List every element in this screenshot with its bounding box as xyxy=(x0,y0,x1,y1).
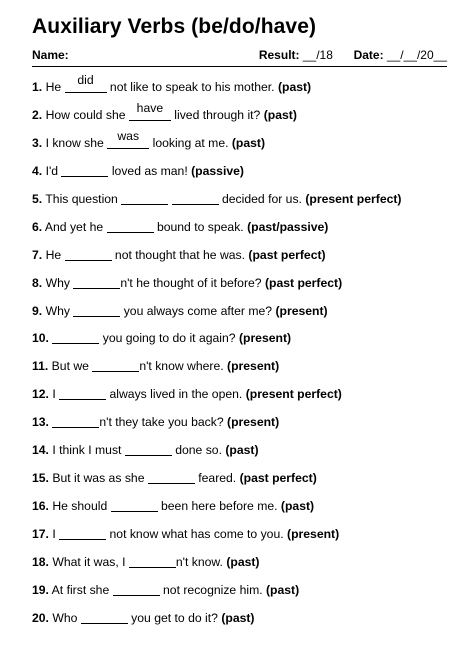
result-label: Result: xyxy=(258,48,300,62)
answer-blank[interactable] xyxy=(65,247,112,261)
question-item xyxy=(32,100,464,133)
question-number: 19. xyxy=(32,582,49,597)
question-text: And yet he xyxy=(44,219,107,234)
question-text: you always come after me? xyxy=(120,303,276,318)
tense-hint: (past) xyxy=(266,582,300,597)
question-number: 2. xyxy=(32,107,43,122)
tense-hint: (past) xyxy=(231,135,266,150)
question-text: always lived in the open. xyxy=(106,387,246,402)
answer-text: have xyxy=(136,100,164,115)
question-text: I xyxy=(52,527,60,541)
answer-text: did xyxy=(77,73,94,87)
question-text: you get to do it? xyxy=(127,610,222,625)
tense-hint: (present) xyxy=(227,415,280,430)
question-number: 18. xyxy=(32,554,49,569)
answer-blank[interactable] xyxy=(111,498,158,512)
question-number: 10. xyxy=(32,331,49,346)
header-divider xyxy=(32,66,447,67)
tense-hint: (past perfect) xyxy=(264,275,343,290)
question-text: He xyxy=(45,80,65,94)
answer-blank[interactable] xyxy=(172,191,219,205)
question-text: Who xyxy=(52,610,81,625)
question-number: 5. xyxy=(32,191,43,206)
tense-hint: (present perfect) xyxy=(245,387,342,402)
answer-blank[interactable] xyxy=(107,128,149,149)
tense-hint: (past) xyxy=(225,443,259,458)
tense-hint: (past) xyxy=(280,499,315,514)
answer-blank[interactable] xyxy=(125,442,172,456)
answer-blank[interactable] xyxy=(129,554,176,568)
question-item xyxy=(32,524,464,552)
question-number: 13. xyxy=(32,415,49,430)
question-text: you going to do it again? xyxy=(99,331,239,346)
question-text: But we xyxy=(51,359,93,374)
name-label: Name: xyxy=(32,48,69,62)
question-item xyxy=(32,161,464,189)
question-text: not know what has come to you. xyxy=(106,527,288,541)
question-text: not like to speak to his mother. xyxy=(106,80,278,94)
answer-blank[interactable] xyxy=(148,470,195,484)
question-number: 17. xyxy=(32,527,49,541)
result-value: __/18 xyxy=(302,48,333,62)
question-text: n't know. xyxy=(175,554,227,569)
question-text: loved as man! xyxy=(108,163,192,178)
question-item xyxy=(32,356,464,384)
question-number: 8. xyxy=(32,275,43,290)
answer-blank[interactable] xyxy=(73,275,120,289)
header-row xyxy=(32,48,447,64)
tense-hint: (passive) xyxy=(191,163,244,178)
question-number: 11. xyxy=(32,359,49,374)
answer-blank[interactable] xyxy=(129,100,171,121)
date-label: Date: xyxy=(353,48,384,62)
question-text: I xyxy=(52,387,60,402)
answer-blank[interactable] xyxy=(65,73,107,93)
question-item xyxy=(32,245,464,273)
tense-hint: (past) xyxy=(263,107,297,122)
question-item xyxy=(32,412,464,440)
question-number: 15. xyxy=(32,471,49,486)
question-item xyxy=(32,273,464,301)
tense-hint: (present perfect) xyxy=(305,191,402,206)
tense-hint: (present) xyxy=(287,527,340,541)
question-text: n't he thought of it before? xyxy=(120,275,265,290)
question-number: 7. xyxy=(32,247,43,262)
answer-blank[interactable] xyxy=(59,386,106,400)
question-text: What it was, I xyxy=(52,554,129,569)
answer-blank[interactable] xyxy=(52,330,99,344)
question-text: done so. xyxy=(171,443,226,458)
question-number: 16. xyxy=(32,499,49,514)
tense-hint: (past) xyxy=(277,80,312,94)
question-number: 3. xyxy=(32,135,43,150)
question-list xyxy=(32,73,464,636)
question-number: 14. xyxy=(32,443,49,458)
tense-hint: (past) xyxy=(226,554,260,569)
question-item xyxy=(32,328,464,356)
question-text: lived through it? xyxy=(170,107,264,122)
question-number: 20. xyxy=(32,610,49,625)
question-text: been here before me. xyxy=(157,499,281,514)
question-text: How could she xyxy=(45,107,129,122)
question-number: 1. xyxy=(32,80,43,94)
question-item xyxy=(32,189,464,217)
tense-hint: (past) xyxy=(221,610,255,625)
question-text: bound to speak. xyxy=(153,219,248,234)
question-item xyxy=(32,496,464,524)
question-text: Why xyxy=(45,275,74,290)
question-text: decided for us. xyxy=(218,191,306,206)
answer-blank[interactable] xyxy=(81,610,128,624)
date-value: __/__/20__ xyxy=(386,48,447,62)
question-item xyxy=(32,301,464,329)
tense-hint: (past/passive) xyxy=(247,219,329,234)
question-text: looking at me. xyxy=(149,135,232,150)
question-number: 6. xyxy=(32,219,43,234)
tense-hint: (past perfect) xyxy=(239,471,317,486)
question-text: I think I must xyxy=(52,443,125,458)
tense-hint: (present) xyxy=(238,331,292,346)
question-text: I know she xyxy=(45,135,108,150)
question-item xyxy=(32,128,464,161)
answer-blank[interactable] xyxy=(52,414,99,428)
answer-text: was xyxy=(117,128,140,143)
question-text: But it was as she xyxy=(52,471,148,486)
question-item xyxy=(32,440,464,468)
question-item xyxy=(32,384,464,412)
question-item xyxy=(32,468,464,496)
question-number: 12. xyxy=(32,387,49,402)
question-text: Why xyxy=(45,303,74,318)
answer-blank[interactable] xyxy=(92,358,139,372)
result-date-group xyxy=(259,48,447,62)
tense-hint: (present) xyxy=(227,359,280,374)
tense-hint: (past perfect) xyxy=(248,247,326,262)
question-text: not recognize him. xyxy=(159,582,266,597)
question-text: n't know where. xyxy=(139,359,228,374)
question-item xyxy=(32,217,464,245)
answer-blank[interactable] xyxy=(61,163,108,177)
answer-blank[interactable] xyxy=(59,526,106,540)
question-item xyxy=(32,580,464,608)
question-number: 9. xyxy=(32,303,43,318)
answer-blank[interactable] xyxy=(107,219,154,233)
answer-blank[interactable] xyxy=(113,582,160,596)
tense-hint: (present) xyxy=(275,303,328,318)
answer-blank[interactable] xyxy=(73,303,120,317)
question-text: I'd xyxy=(45,163,62,178)
answer-blank[interactable] xyxy=(121,191,168,205)
question-text: not thought that he was. xyxy=(111,247,249,262)
question-text: He xyxy=(45,247,65,262)
question-text: At first she xyxy=(51,582,113,597)
question-item xyxy=(32,552,464,580)
question-text: He should xyxy=(52,499,111,514)
question-number: 4. xyxy=(32,163,43,178)
question-text: This question xyxy=(45,191,122,206)
question-text: n't they take you back? xyxy=(99,415,228,430)
question-text: feared. xyxy=(194,471,240,486)
question-item xyxy=(32,608,464,636)
page-title: Auxiliary Verbs (be/do/have) xyxy=(32,15,317,38)
question-item xyxy=(32,73,464,105)
